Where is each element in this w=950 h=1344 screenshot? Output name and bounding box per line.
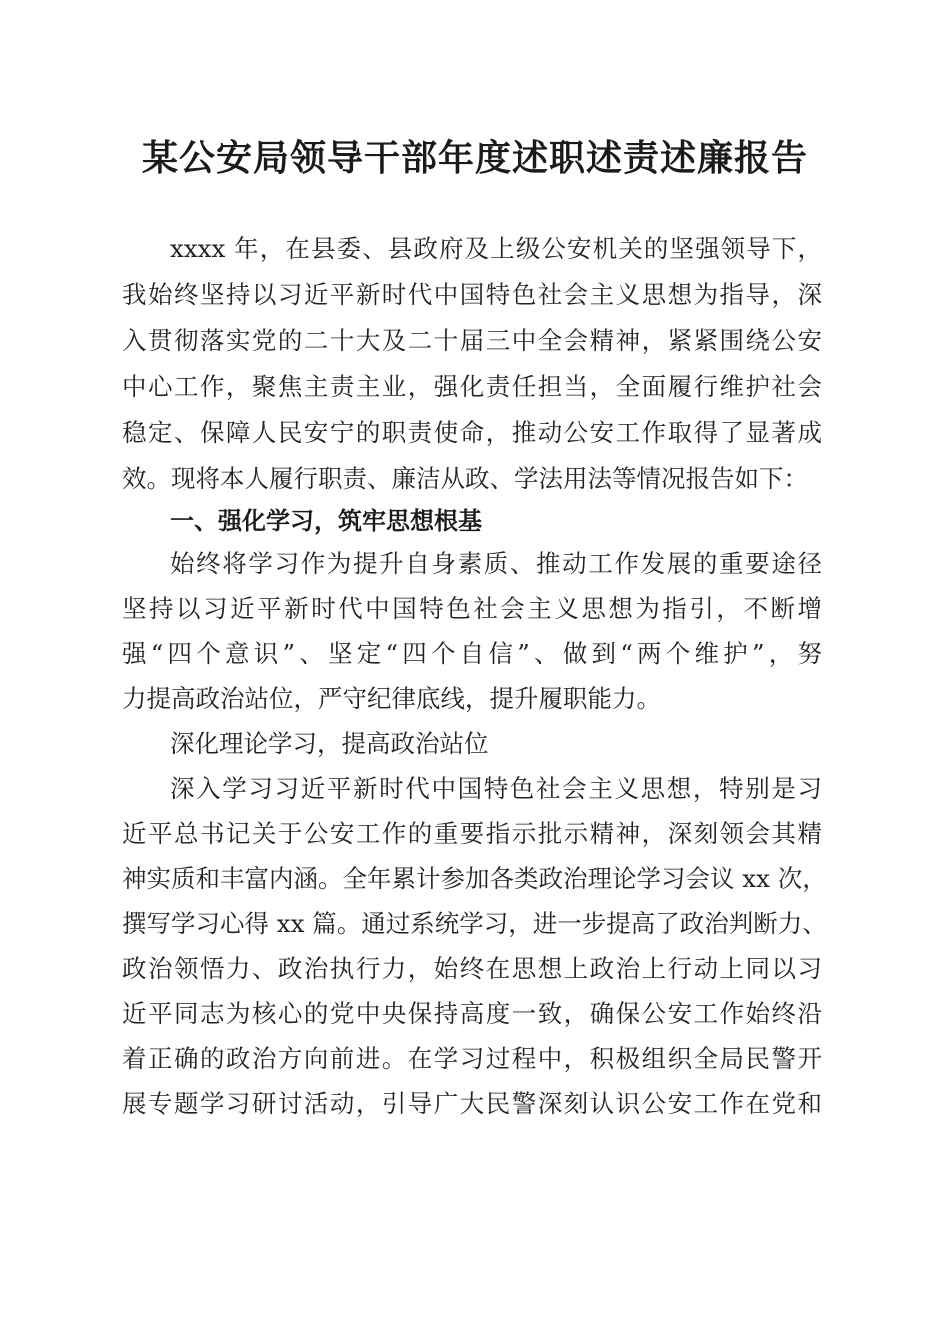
paragraph-line: 强“四个意识”、坚定“四个自信”、做到“两个维护”，努 [122,639,822,668]
paragraph-line: 着正确的政治方向前进。在学习过程中，积极组织全局民警开 [122,1044,822,1073]
paragraph-line: 力提高政治站位，严守纪律底线，提升履职能力。 [122,684,661,713]
section-heading: 一、强化学习，筑牢思想根基 [170,507,482,535]
paragraph-line: 展专题学习研讨活动，引导广大民警深刻认识公安工作在党和 [122,1089,822,1118]
subsection-heading: 深化理论学习，提高政治站位 [170,729,489,758]
document-title: 某公安局领导干部年度述职述责述廉报告 [141,137,808,179]
paragraph-line: 近平总书记关于公安工作的重要指示批示精神，深刻领会其精 [122,819,822,848]
paragraph-line: 坚持以习近平新时代中国特色社会主义思想为指引，不断增 [122,594,822,623]
paragraph-line: 撰写学习心得 xx 篇。通过系统学习，进一步提高了政治判断力、 [122,909,827,938]
paragraph-line: 近平同志为核心的党中央保持高度一致，确保公安工作始终沿 [122,999,822,1028]
paragraph-line: 深入学习习近平新时代中国特色社会主义思想，特别是习 [170,774,822,803]
paragraph-line: 我始终坚持以习近平新时代中国特色社会主义思想为指导，深 [122,280,822,309]
paragraph-line: 中心工作，聚焦主责主业，强化责任担当，全面履行维护社会 [122,372,822,401]
paragraph-line: 入贯彻落实党的二十大及二十届三中全会精神，紧紧围绕公安 [122,326,822,355]
paragraph-line: 神实质和丰富内涵。全年累计参加各类政治理论学习会议 xx 次， [122,864,827,893]
paragraph-line: 稳定、保障人民安宁的职责使命，推动公安工作取得了显著成 [122,418,822,447]
paragraph-line: 始终将学习作为提升自身素质、推动工作发展的重要途径 [170,549,822,578]
paragraph-line: 效。现将本人履行职责、廉洁从政、学法用法等情况报告如下： [122,464,808,493]
paragraph-line: 政治领悟力、政治执行力，始终在思想上政治上行动上同以习 [122,954,822,983]
paragraph-line: xxxx 年，在县委、县政府及上级公安机关的坚强领导下， [170,234,822,263]
